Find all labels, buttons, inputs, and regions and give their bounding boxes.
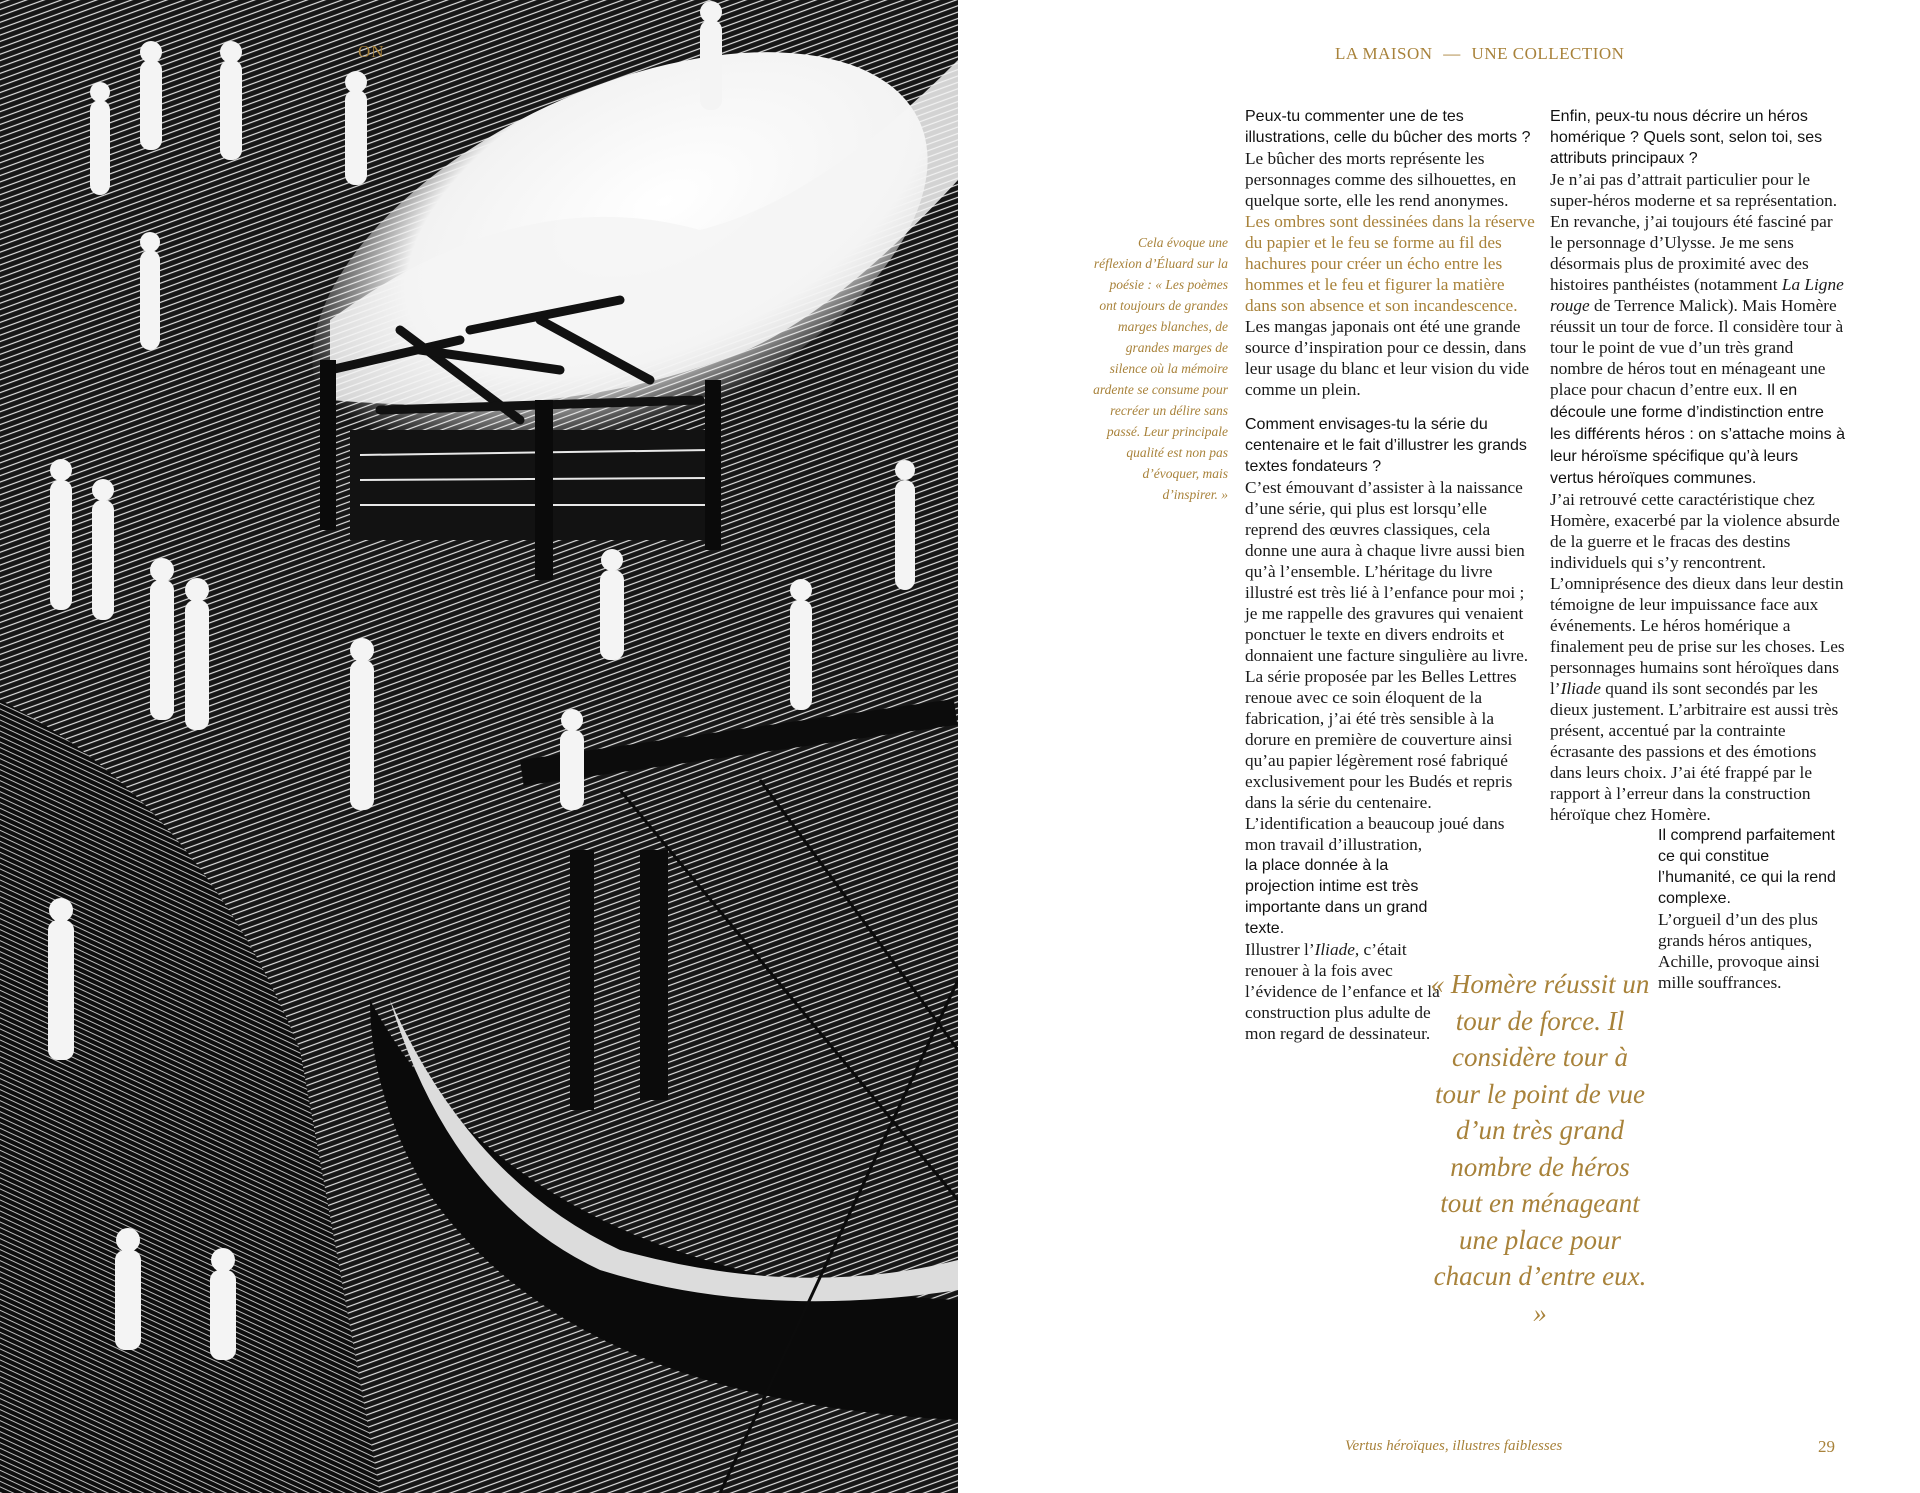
answer-4-post: quand ils sont secondés par les dieux justement. L’arbitraire est aussi très présent, accentué par la contrainte écrasante des passions et des émotions dans leurs choix. J’ai été frappé par le rapport à l’erreur dans la construction héroïque chez Homère. <box>1550 679 1839 824</box>
answer-4 <box>1550 489 1845 825</box>
sidenote: Cela évoque une réflexion d’Éluard sur la poésie : « Les poèmes ont toujours de grandes marges blanches, de grandes marges de silence où la mémoire ardente se consume pour recréer un délire sans passé. Leur principale qualité est non pas d’évoquer, mais d’inspirer. » <box>1093 235 1228 502</box>
answer-4-narrow <box>1658 825 1838 993</box>
answer-2-tail <box>1245 939 1445 1044</box>
answer-4-pre: J’ai retrouvé cette caractéristique chez Homère, exacerbé par la violence absurde de la guerre et le fracas des destins individuels qui s’y rencontrent. L’omniprésence des dieux dans leur destin témoigne de leur impuissance face aux événements. Le héros homérique a finalement peu de prise sur les choses. Les personnages humains sont héroïques dans l’ <box>1550 490 1845 698</box>
footer-title: Vertus héroïques, illustres faiblesses <box>1345 1438 1563 1454</box>
answer-1-tail: Les mangas japonais ont été une grande source d’inspiration pour ce dessin, dans leur usage du blanc et leur vision du vide comme un plein. <box>1245 317 1530 399</box>
answer-3 <box>1550 169 1845 489</box>
running-head-separator: — <box>1443 44 1461 63</box>
answer-2-narrow <box>1245 855 1445 1044</box>
answer-4-tail: L’orgueil d’un des plus grands héros antiques, Achille, provoque ainsi mille souffrances. <box>1658 910 1820 992</box>
answer-2-tail-italic: Iliade <box>1314 940 1355 959</box>
answer-4-italic: Iliade <box>1560 679 1601 698</box>
answer-3-bold: Il en découle une forme d’indistinction entre les différents héros : on s’attache moins à leur héroïsme spécifique qu’à leurs vertus héroïques communes. <box>1550 382 1845 487</box>
running-head-fragment: ON <box>358 42 385 61</box>
answer-1-plain: Le bûcher des morts représente les personnages comme des silhouettes, en quelque sorte, elle les rend anonymes. <box>1245 149 1517 210</box>
question-1: Peux-tu commenter une de tes illustrations, celle du bûcher des morts ? <box>1245 108 1531 146</box>
answer-2-bold: la place donnée à la projection intime est très importante dans un grand texte. <box>1245 857 1428 937</box>
answer-3-italic: La Ligne rouge <box>1550 275 1844 315</box>
answer-2-tail-pre: Illustrer l’ <box>1245 940 1315 959</box>
answer-2-tail-post: , c’était renouer à la fois avec l’évidence de l’enfance et la construction plus adulte de mon regard de dessinateur. <box>1245 940 1440 1043</box>
running-head <box>1335 44 1624 64</box>
page-number: 29 <box>1818 1437 1835 1456</box>
question-2: Comment envisages-tu la série du centenaire et le fait d’illustrer les grands textes fondateurs ? <box>1245 416 1527 475</box>
question-3: Enfin, peux-tu nous décrire un héros homérique ? Quels sont, selon toi, ses attributs principaux ? <box>1550 108 1823 167</box>
running-head-section: LA MAISON <box>1335 44 1433 63</box>
answer-3-post: de Terrence Malick). Mais Homère réussit un tour de force. Il considère tour à tour le point de vue d’un très grand nombre de héros tout en ménageant une place pour chacun d’entre eux. <box>1550 296 1844 399</box>
answer-2: C’est émouvant d’assister à la naissance d’une série, qui plus est lorsqu’elle reprend des œuvres classiques, cela donne une aura à chaque livre aussi bien qu’à l’ensemble. L’héritage du livre illustré est très lié à l’enfance pour moi ; je me rappelle des gravures qui venaient ponctuer le texte en divers endroits et donnaient une facture singulière au livre. La série proposée par les Belles Lettres renoue avec ce soin éloquent de la fabrication, j’ai été très sensible à la dorure en première de couverture ainsi qu’au papier légèrement rosé fabriqué exclusivement pour les Budés et repris dans la série du centenaire. L’identification a beaucoup joué dans mon travail d’illustration, <box>1245 478 1529 854</box>
text-column-2 <box>1550 106 1845 993</box>
answer-1-highlight: Les ombres sont dessinées dans la réserve du papier et le feu se forme au fil des hachures pour créer un écho entre les hommes et le feu et figurer la matière dans son absence et son incandescence. <box>1245 212 1535 315</box>
engraving-illustration <box>0 0 958 1493</box>
illustration-page <box>0 0 958 1493</box>
answer-3-pre: Je n’ai pas d’attrait particulier pour le super-héros moderne et sa représentation. En revanche, j’ai toujours été fasciné par le personnage d’Ulysse. Je me sens désormais plus de proximité avec des histoires panthéistes (notamment <box>1550 170 1838 294</box>
running-head-subsection: UNE COLLECTION <box>1471 44 1625 63</box>
answer-1 <box>1245 148 1535 400</box>
answer-4-bold: Il comprend parfaitement ce qui constitue l’humanité, ce qui la rend complexe. <box>1658 827 1836 907</box>
text-column-1 <box>1245 106 1535 1044</box>
pull-quote: « Homère réussit un tour de force. Il considère tour à tour le point de vue d’un très grand nombre de héros tout en ménageant une place pour chacun d’entre eux. » <box>1430 969 1650 1328</box>
